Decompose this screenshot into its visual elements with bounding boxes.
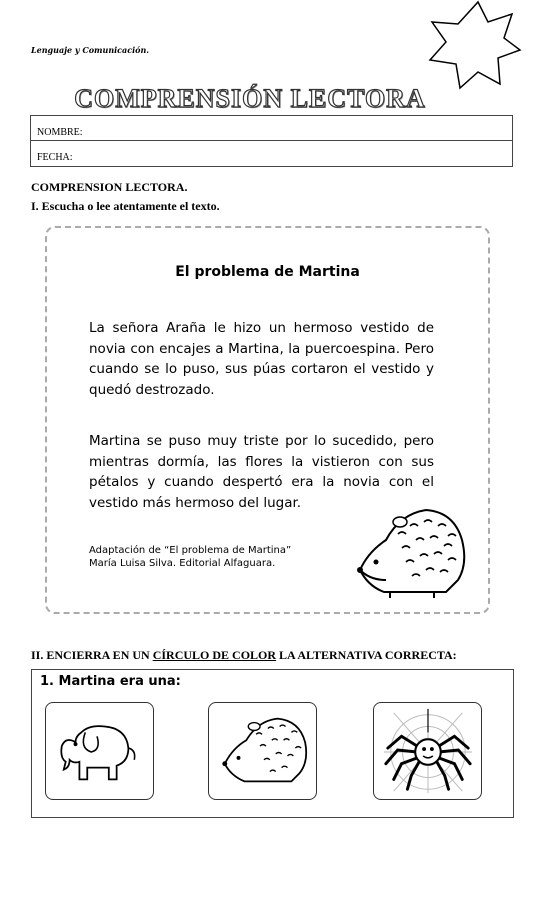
- option-elephant[interactable]: [45, 702, 154, 800]
- hedgehog-icon: [209, 703, 316, 799]
- story-paragraph-1: La señora Araña le hizo un hermoso vestido de novia con encajes a Martina, la puercoespina. Pero cuando se lo puso, sus púas cortaron el vestido y quedó destrozado.: [89, 320, 434, 398]
- name-field[interactable]: [31, 116, 512, 141]
- subject-label: Lenguaje y Comunicación.: [31, 45, 150, 55]
- date-label: FECHA:: [37, 152, 73, 163]
- instruction-1: I. Escucha o lee atentamente el texto.: [31, 199, 220, 213]
- question-1-text: 1. Martina era una:: [40, 674, 181, 689]
- section-2-instruction: [31, 648, 457, 663]
- section-2-underlined: CÍRCULO DE COLOR: [152, 648, 277, 662]
- story-credit-1: Adaptación de “El problema de Martina”: [89, 545, 292, 556]
- elephant-icon: [46, 703, 153, 799]
- story-title: El problema de Martina: [175, 264, 360, 280]
- option-spider[interactable]: [373, 702, 482, 800]
- spider-icon: [374, 703, 481, 799]
- star-icon: [426, 0, 522, 90]
- section-heading: COMPRENSION LECTORA.: [31, 180, 188, 194]
- story-credit-2: María Luisa Silva. Editorial Alfaguara.: [89, 558, 276, 569]
- section-2-text-end: LA ALTERNATIVA CORRECTA:: [276, 648, 457, 662]
- story-paragraph-2: Martina se puso muy triste por lo sucedido, pero mientras dormía, las flores la vistieron con sus pétalos y cuando despertó era la novia con el vestido más hermoso del lugar.: [89, 433, 434, 511]
- date-field[interactable]: [31, 141, 512, 166]
- section-2-text-start: II. ENCIERRA EN UN: [31, 648, 153, 662]
- hedgehog-icon: [354, 500, 470, 602]
- student-info-table: [30, 115, 513, 167]
- name-label: NOMBRE:: [37, 127, 83, 138]
- page-title: COMPRENSIÓN LECTORA: [74, 84, 426, 113]
- option-hedgehog[interactable]: [208, 702, 317, 800]
